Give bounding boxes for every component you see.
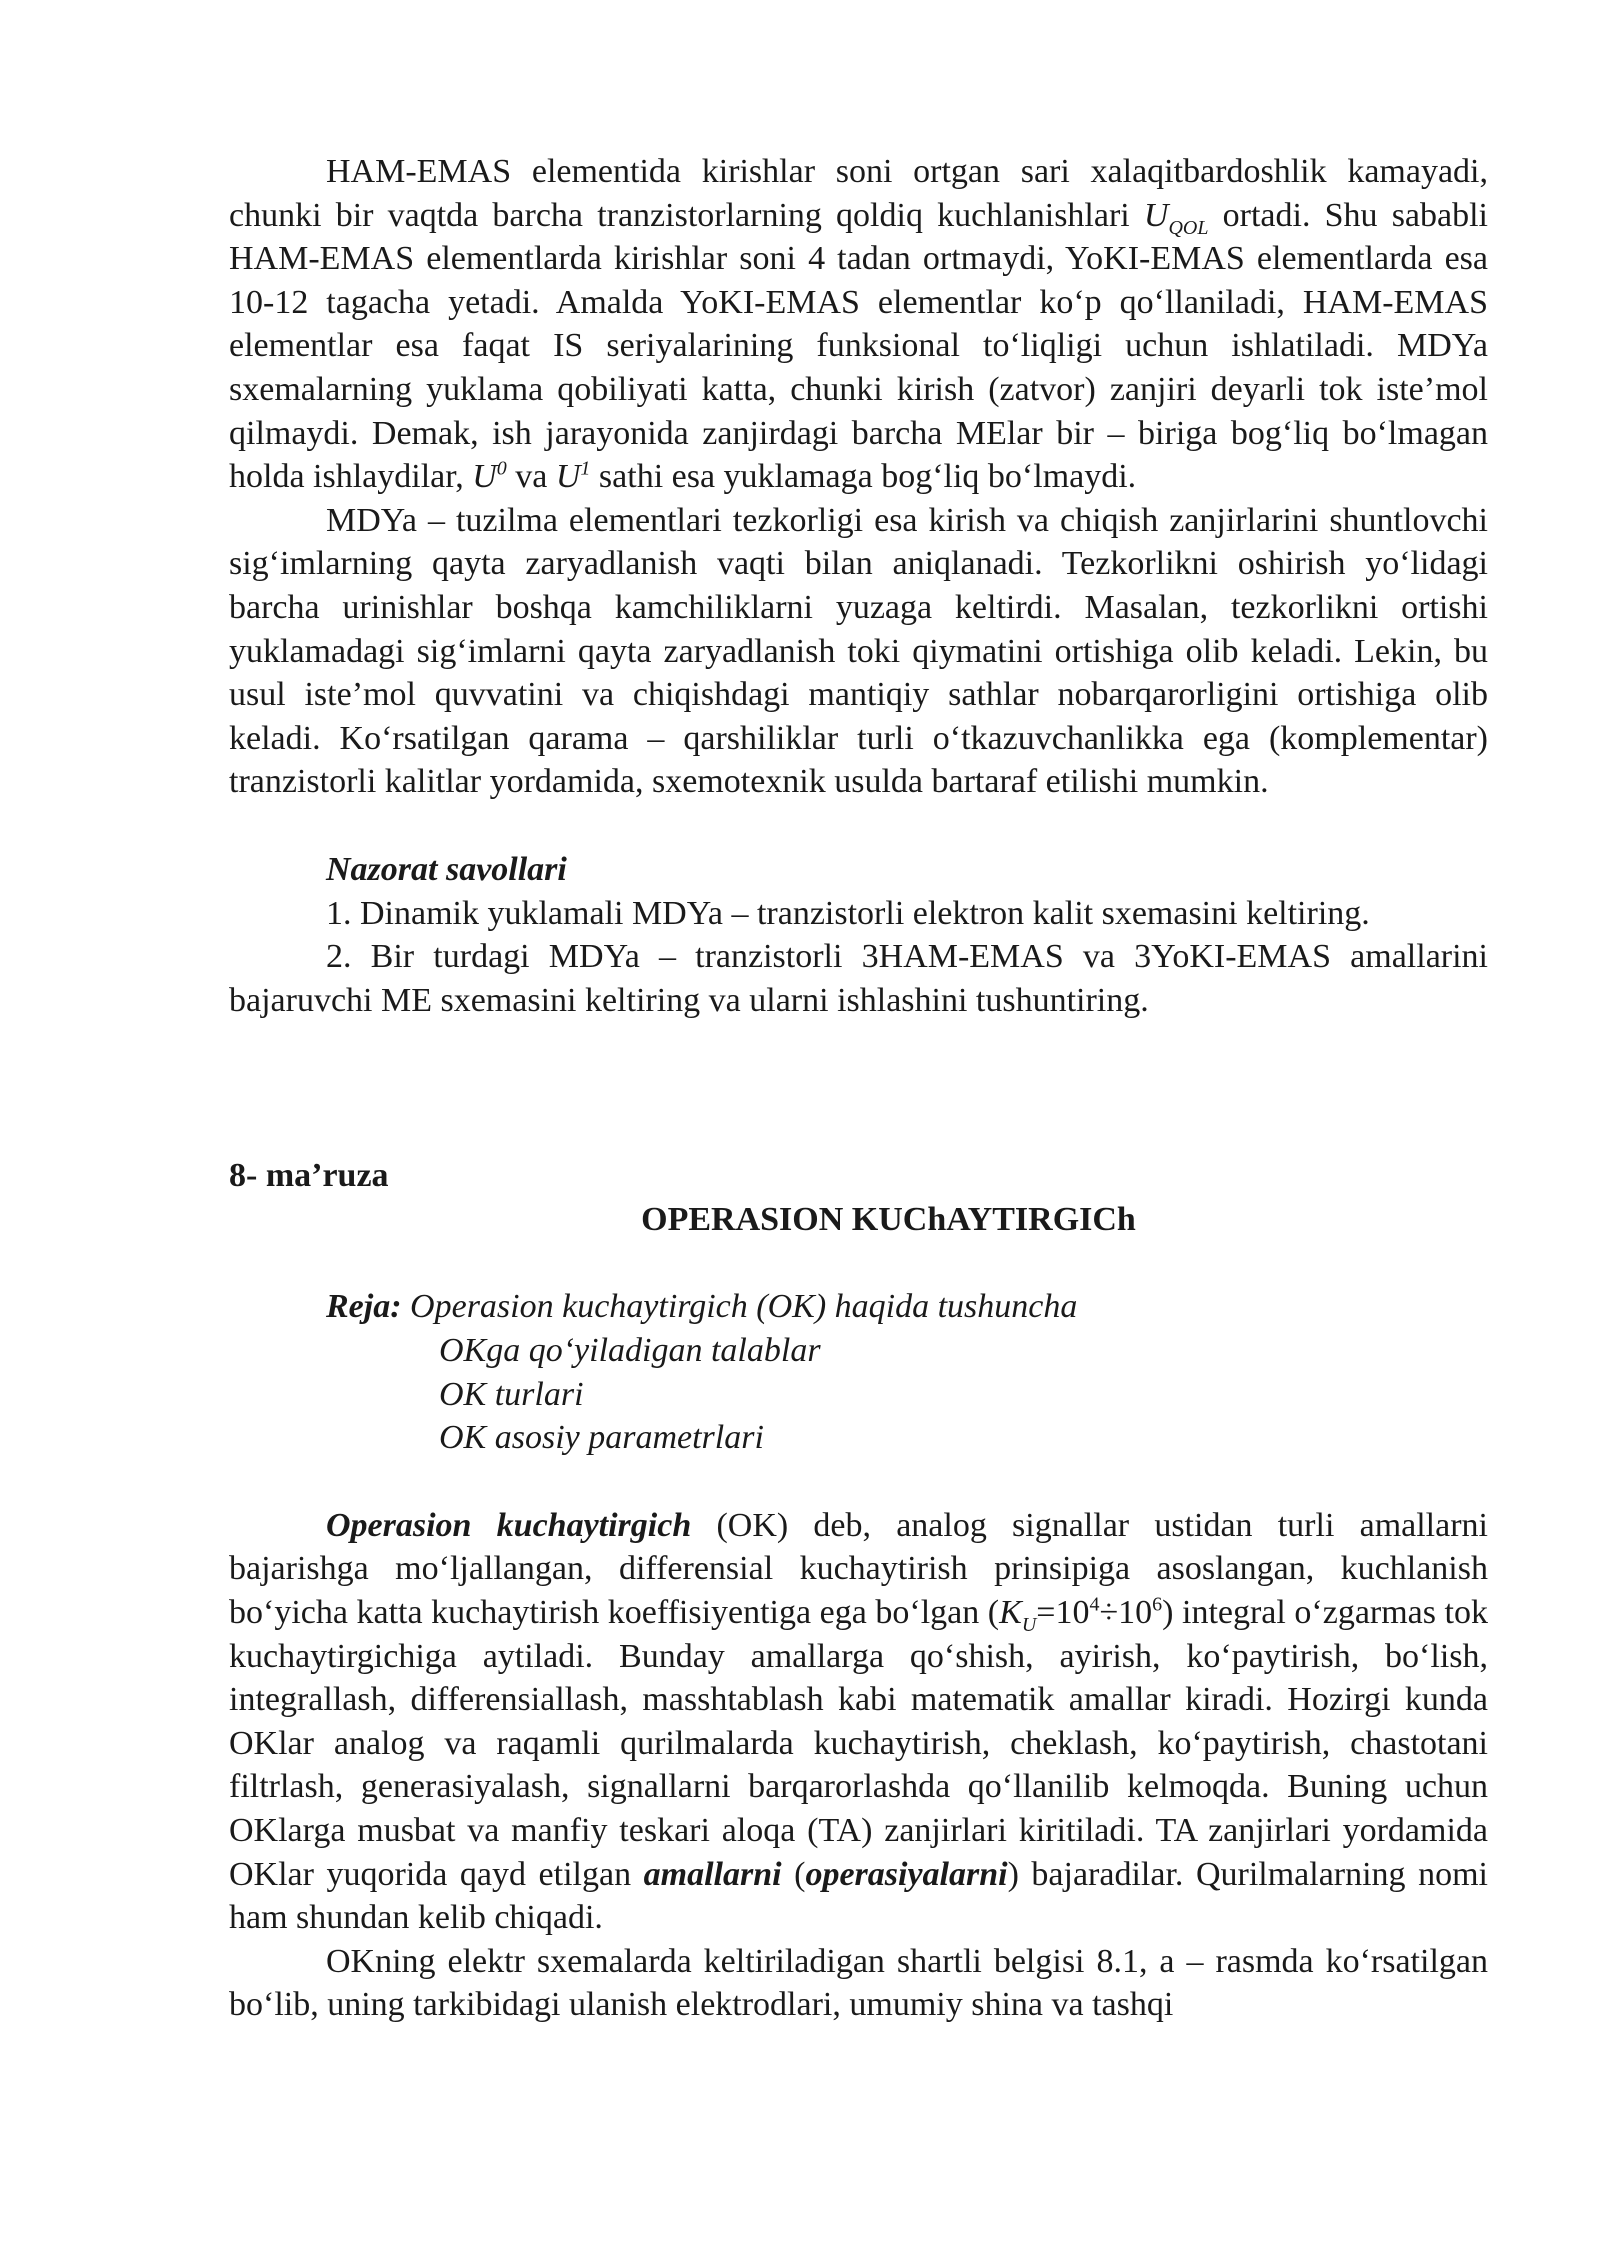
paragraph-text: sathi esa yuklamaga bog‘liq bo‘lmaydi.	[590, 458, 1137, 496]
paragraph-ok-definition	[229, 1504, 1488, 1940]
plan-item: Operasion kuchaytirgich (OK) haqida tushuncha	[410, 1288, 1078, 1326]
paragraph-text: ) bajaradilar. Qurilmalarning nomi ham shundan kelib chiqadi.	[229, 1855, 1488, 1937]
formula-text: ÷10	[1099, 1594, 1153, 1632]
lecture-number: 8- ma’ruza	[229, 1157, 389, 1195]
control-questions-heading: Nazorat savollari	[326, 850, 567, 888]
term-operasion-kuchaytirgich: Operasion kuchaytirgich	[326, 1506, 692, 1544]
control-question-1: 1. Dinamik yuklamali MDYa – tranzistorli elektron kalit sxemasini keltiring.	[326, 894, 1370, 932]
superscript-1: 1	[580, 457, 591, 480]
paragraph-text: ortadi. Shu sababli HAM-EMAS elementlarda kirishlar soni 4 tadan ortmaydi, YoKI-EMAS elementlarda esa 10-12 tagacha yetadi. Amalda YoKI-EMAS elementlar ko‘p qo‘llaniladi, HAM-EMAS elementlar esa faqat IS seriyalarining funksional to‘liqligi uchun ishlatiladi. MDYa sxemalarning yuklama qobiliyati katta, chunki kirish (zatvor) zanjiri deyarli tok iste’mol qilmaydi. Demak, ish jarayonida zanjirdagi barcha MElar bir – biriga bog‘liq bo‘lmagan holda ishlaydilar,	[229, 196, 1489, 496]
paragraph-ok-symbol: OKning elektr sxemalarda keltiriladigan shartli belgisi 8.1, a – rasmda ko‘rsatilgan bo‘lib, uning tarkibidagi ulanish elektrodlari, umumiy shina va tashqi	[229, 1942, 1488, 2024]
symbol-k: K	[999, 1594, 1022, 1632]
document-page	[229, 150, 1488, 2027]
plan-item: OKga qo‘yiladigan talablar	[439, 1332, 821, 1370]
formula-text: =10	[1036, 1594, 1090, 1632]
plan-item: OK asosiy parametrlari	[439, 1419, 764, 1457]
symbol-u1: U	[555, 458, 581, 496]
plan-label: Reja:	[326, 1288, 402, 1326]
plan-line-1	[229, 1285, 1488, 1329]
symbol-u-qol: U	[1143, 196, 1169, 234]
subscript-u: U	[1021, 1613, 1037, 1636]
term-amallarni: amallarni	[643, 1855, 782, 1893]
superscript-0: 0	[496, 457, 507, 480]
control-question-2: 2. Bir turdagi MDYa – tranzistorli 3HAM-EMAS va 3YoKI-EMAS amallarini bajaruvchi ME sxemasini keltiring va ularni ishlashini tushuntiring.	[229, 938, 1488, 1019]
term-operasiyalarni: operasiyalarni	[805, 1855, 1008, 1893]
paragraph-text: HAM-EMAS elementida kirishlar soni ortgan sari xalaqitbardoshlik kamayadi, chunki bir vaqtda barcha tranzistorlarning qoldiq kuchlanishlari	[229, 153, 1488, 234]
paragraph-text: (	[781, 1855, 806, 1893]
paragraph-tezkorlik: MDYa – tuzilma elementlari tezkorligi esa kirish va chiqish zanjirlarini shuntlovchi sig‘imlarning qayta zaryadlanish vaqti bilan aniqlanadi. Tezkorlikni oshirish yo‘lidagi barcha urinishlar boshqa kamchiliklarni yuzaga keltirdi. Masalan, tezkorlikni ortishi yuklamadagi sig‘imlarni qayta zaryadlanish toki qiymatini ortishiga olib keladi. Lekin, bu usul iste’mol quvvatini va chiqishdagi mantiqiy sathlar nobarqarorligini ortishiga olib keladi. Ko‘rsatilgan qarama – qarshiliklar turli o‘tkazuvchanlikka ega (komplementar) tranzistorli kalitlar yordamida, sxemotexnik usulda bartaraf etilishi mumkin.	[229, 501, 1488, 801]
paragraph-xalaqitbardoshlik	[229, 150, 1488, 499]
lecture-title: OPERASION KUChAYTIRGICh	[641, 1200, 1136, 1238]
superscript-4: 4	[1089, 1593, 1100, 1616]
symbol-u0: U	[472, 458, 497, 496]
plan-item: OK turlari	[439, 1375, 584, 1413]
paragraph-text: ) integral o‘zgarmas tok kuchaytirgichiga aytiladi. Bunday amallarga qo‘shish, ayirish, ko‘paytirish, bo‘lish, integrallash, differensiallash, masshtablash kabi matematik amallar kiradi. Hozirgi kunda OKlar analog va raqamli qurilmalarda kuchaytirish, cheklash, ko‘paytirish, chastotani filtrlash, generasiyalash, signallarni barqarorlashda qo‘llanilib kelmoqda. Buning uchun OKlarga musbat va manfiy teskari aloqa (TA) zanjirlari kiritiladi. TA zanjirlari yordamida OKlar yuqorida qayd etilgan	[229, 1594, 1488, 1893]
subscript-qol: QOL	[1168, 216, 1209, 239]
superscript-6: 6	[1152, 1593, 1163, 1616]
paragraph-text: (OK) deb, analog signallar ustidan turli amallarni bajarishga mo‘ljallangan, differensial kuchaytirish prinsipiga asoslangan, kuchlanish bo‘yicha katta kuchaytirish koeffisiyentiga ega bo‘lgan (	[229, 1506, 1488, 1632]
paragraph-text: va	[506, 458, 556, 496]
